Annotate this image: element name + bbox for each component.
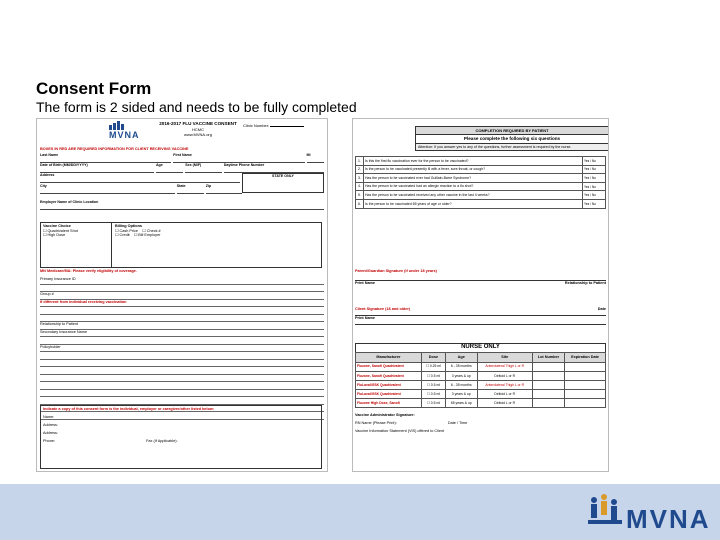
- nurse-row: Fluzone, Sanofi Quadrivalent ☐ 0.25 ml 6 - 35 months Anterolateral Thigh L or R: [356, 362, 606, 371]
- employer-row: Employer Name of Clinic Location: [40, 200, 324, 210]
- nurse-row: Fluzone High Dose, Sanofi ☐ 0.5 ml 65 years & up Deltoid L or R: [356, 399, 606, 408]
- form-header: [37, 119, 327, 145]
- form-logo: MVNA: [109, 121, 143, 143]
- vaccine-choice: Vaccine Choice ☐ Quadrivalent Shot ☐ High Dose: [43, 224, 78, 238]
- slide-subtitle: The form is 2 sided and needs to be fully completed: [36, 99, 357, 115]
- question-row: 6. Is the person to be vaccinated 65 years of age or older? Yes / No: [356, 199, 606, 208]
- insurance-lines: Primary Insurance ID Group # If different from individual receiving vaccination Relationship to Patient Secondary Insurance Name Policyholder: [40, 277, 324, 420]
- consent-paragraph: [355, 207, 606, 275]
- consent-form-back: [352, 118, 609, 472]
- nurse-row: FluLaval/GSK Quadrivalent ☐ 0.5 ml 6 - 35 months Anterolateral Thigh L or R: [356, 380, 606, 389]
- slide-title: Consent Form: [36, 79, 152, 98]
- address-row: Address STATE ONLY: [40, 173, 324, 193]
- form-title: 2016-2017 FLU VACCINE CONSENT HCMC www.MVNA.org: [159, 121, 237, 137]
- consent-form-front: [36, 118, 328, 472]
- dob-row: Date of Birth (MM/DD/YYYY) Age Sex (M/F) Daytime Phone Number: [40, 163, 324, 173]
- required-info-header: BOXES IN RED ARE REQUIRED INFORMATION FOR CLIENT RECEIVING VACCINE: [40, 147, 189, 151]
- nurse-row: Fluzone, Sanofi Quadrivalent ☐ 0.5 ml 3 years & up Deltoid L or R: [356, 371, 606, 380]
- question-row: 3. Has the person to be vaccinated ever had Guillain-Barre Syndrome? Yes / No: [356, 174, 606, 183]
- nurse-only-section: NURSE ONLY Manufacturer Dose Age Site Lot Number Expiration Date Fluzone, Sanofi Quadrivalent ☐ 0.25 ml 6 - 35 months Anterolateral Thigh L or R Fluzone, Sanofi Quadrivalent ☐ 0.5 ml 3 years & up Deltoid L or R FluLaval/GSK Quadrivalent ☐ 0.5 ml 6 - 35 months Anterolateral Thigh L or R FluLaval/GSK Quadrivalent ☐ 0.5 ml 3 years & up Deltoid L or R Fluzone High Dose, Sanofi ☐ 0.5 ml 65 years & up Deltoid L or R Vaccine Administrator Signature: RN Name (Please Print): Date / Time Vaccine Information Statement (VIS) offered to Client: [355, 343, 606, 435]
- question-row: 5. Has the person to be vaccinated received any other vaccine in the last 4 weeks? Yes / No: [356, 191, 606, 200]
- city-row: City State Zip: [40, 184, 242, 194]
- vaccine-billing-box: [40, 222, 322, 268]
- name-row: Last Name First Name MI: [40, 153, 324, 163]
- question-row: 4. Has the person to be vaccinated had an allergic reaction to a flu shot? Yes / No: [356, 182, 606, 191]
- people-logo-icon: [588, 494, 622, 530]
- mvna-logo: MVNA: [588, 490, 698, 534]
- nurse-table: Manufacturer Dose Age Site Lot Number Expiration Date Fluzone, Sanofi Quadrivalent ☐ 0.25 ml 6 - 35 months Anterolateral Thigh L or R Fluzone, Sanofi Quadrivalent ☐ 0.5 ml 3 years & up Deltoid L or R FluLaval/GSK Quadrivalent ☐ 0.5 ml 6 - 35 months Anterolateral Thigh L or R FluLaval/GSK Quadrivalent ☐ 0.5 ml 3 years & up Deltoid L or R Fluzone High Dose, Sanofi ☐ 0.5 ml 65 years & up Deltoid L or R: [355, 352, 606, 409]
- administrator-block: Vaccine Administrator Signature: RN Name (Please Print): Date / Time Vaccine Information Statement (VIS) offered to Client: [355, 413, 468, 434]
- signature-block: Parent/Guardian Signature (if under 18 years) Print Name Relationship to Patient Client Signature (18 and older) Date Print Name: [355, 269, 606, 325]
- nurse-row: FluLaval/GSK Quadrivalent ☐ 0.5 ml 3 years & up Deltoid L or R: [356, 390, 606, 399]
- screening-questions: [355, 156, 606, 209]
- question-row: 1. Is this the first flu vaccination ever for the person to be vaccinated? Yes / No: [356, 157, 606, 166]
- billing-options: Billing Options ☐ Cash Price ☐ Check # ☐ Credit ☐ Bill Employer: [115, 224, 161, 238]
- client-fields: [40, 153, 324, 210]
- question-row: 2. Is the person to be vaccinated presently ill with a fever, sore throat, or cough? Yes / No: [356, 165, 606, 174]
- copy-recipient-box: Indicate a copy of this consent form is the individual, employer or caregiver/other listed below: Name: Address: Address: Phone: Fax (If Applicable):: [40, 405, 322, 469]
- patient-section-header: COMPLETION REQUIRED BY PATIENT Please complete the following six questions Attention: If you answer yes to any of the questions, further assessment is required by the nurse.: [415, 126, 609, 151]
- insurance-note: MN Medicare/MA: Please verify eligibility of coverage.: [40, 269, 137, 273]
- clinic-number: Clinic Number:: [243, 123, 323, 128]
